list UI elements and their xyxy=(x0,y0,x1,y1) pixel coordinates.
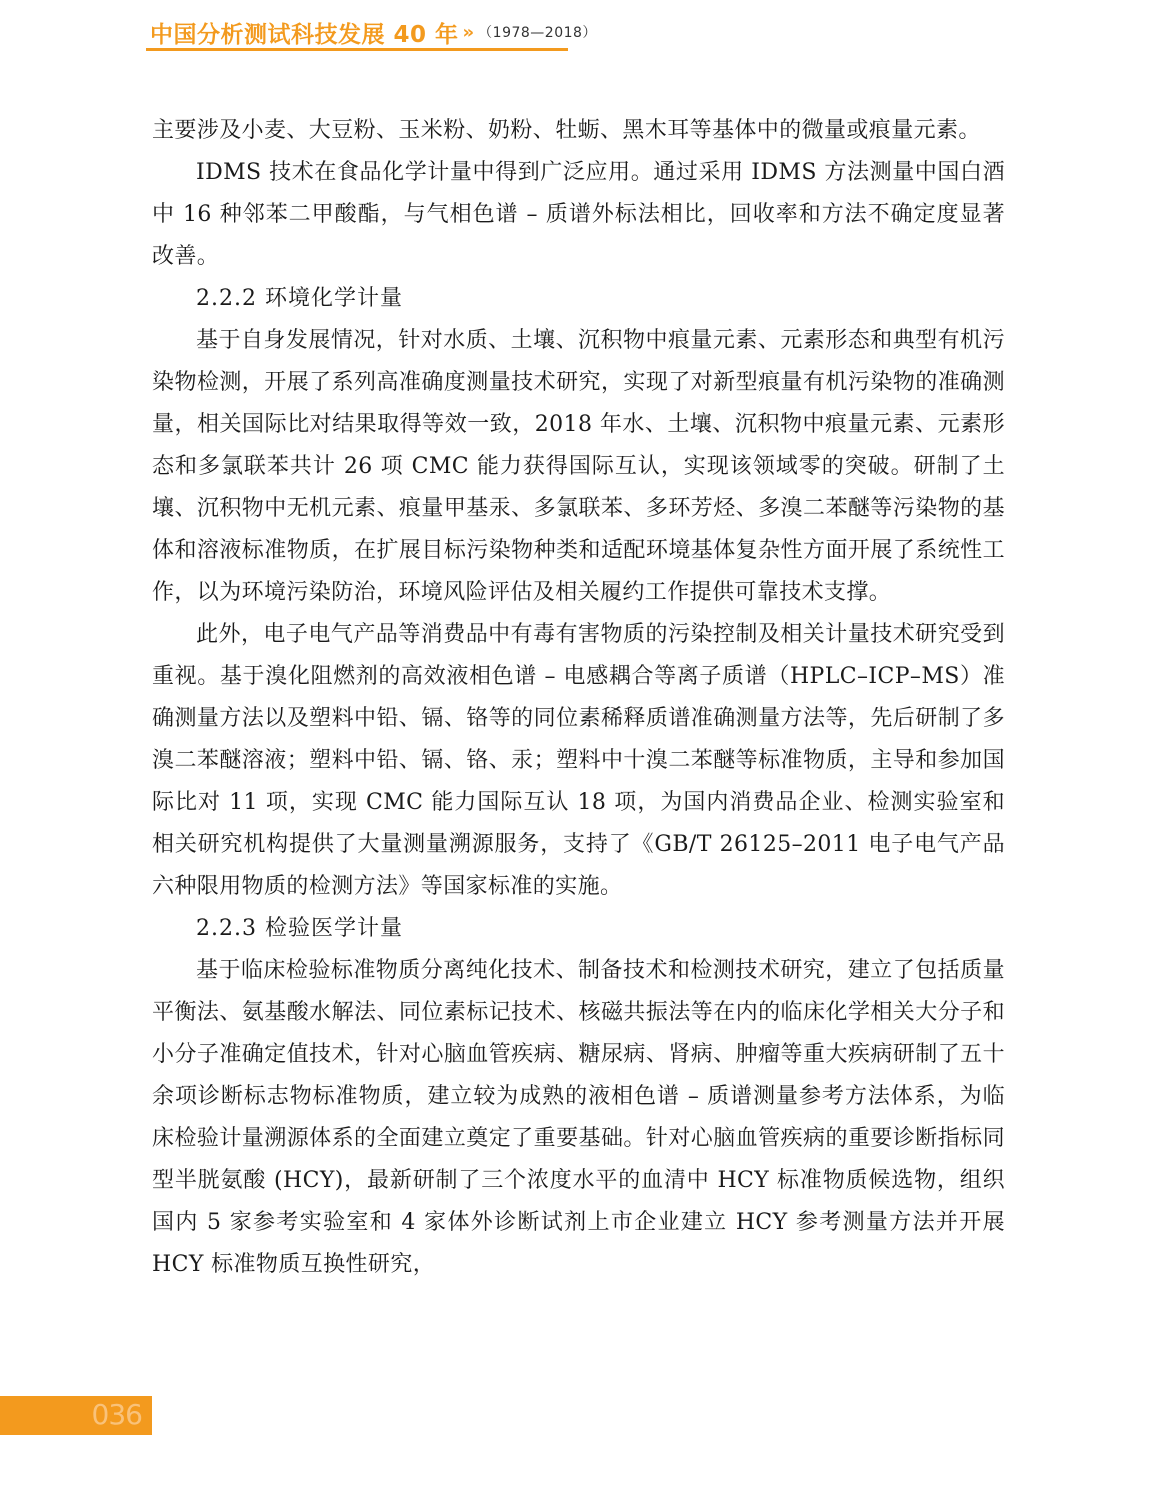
double-chevron-icon: » xyxy=(462,21,475,43)
section-heading-environment: 2.2.2 环境化学计量 xyxy=(196,286,403,311)
page-number: 036 xyxy=(91,1398,142,1431)
paragraph-clinical: 基于临床检验标准物质分离纯化技术、制备技术和检测技术研究，建立了包括质量平衡法、氨基酸水解法、同位素标记技术、核磁共振法等在内的临床化学相关大分子和小分子准确定值技术，针对心脑血管疾病、糖尿病、肾病、肿瘤等重大疾病研制了五十余项诊断标志物标准物质，建立较为成熟的液相色谱 – 质谱测量参考方法体系，为临床检验计量溯源体系的全面建立奠定了重要基础。针对心脑血管疾病的重要诊断指标同型半胱氨酸 (HCY)，最新研制了三个浓度水平的血清中 HCY 标准物质候选物，组织国内 5 家参考实验室和 4 家体外诊断试剂上市企业建立 HCY 参考测量方法并开展 HCY 标准物质互换性研究， xyxy=(152,958,1005,1277)
section-heading-medicine: 2.2.3 检验医学计量 xyxy=(196,916,403,941)
header-underline xyxy=(146,48,568,51)
book-title: 中国分析测试科技发展 40 年 xyxy=(150,21,459,48)
paragraph-environment: 基于自身发展情况，针对水质、土壤、沉积物中痕量元素、元素形态和典型有机污染物检测，开展了系列高准确度测量技术研究，实现了对新型痕量有机污染物的准确测量，相关国际比对结果取得等效一致，2018 年水、土壤、沉积物中痕量元素、元素形态和多氯联苯共计 26 项 CMC 能力获得国际互认，实现该领域零的突破。研制了土壤、沉积物中无机元素、痕量甲基汞、多氯联苯、多环芳烃、多溴二苯醚等污染物的基体和溶液标准物质，在扩展目标污染物种类和适配环境基体复杂性方面开展了系统性工作，以为环境污染防治，环境风险评估及相关履约工作提供可靠技术支撑。 xyxy=(152,328,1005,605)
page-number-badge xyxy=(0,1396,152,1435)
paragraph-consumer-products: 此外，电子电气产品等消费品中有毒有害物质的污染控制及相关计量技术研究受到重视。基于溴化阻燃剂的高效液相色谱 – 电感耦合等离子质谱（HPLC–ICP–MS）准确测量方法以及塑料中铅、镉、铬等的同位素稀释质谱准确测量方法等，先后研制了多溴二苯醚溶液；塑料中铅、镉、铬、汞；塑料中十溴二苯醚等标准物质，主导和参加国际比对 11 项，实现 CMC 能力国际互认 18 项，为国内消费品企业、检测实验室和相关研究机构提供了大量测量溯源服务，支持了《GB/T 26125–2011 电子电气产品六种限用物质的检测方法》等国家标准的实施。 xyxy=(152,622,1005,899)
running-header xyxy=(150,14,597,50)
page-body xyxy=(152,110,1005,1286)
paragraph-continuation: 主要涉及小麦、大豆粉、玉米粉、奶粉、牡蛎、黑木耳等基体中的微量或痕量元素。 xyxy=(152,118,981,143)
year-range: （1978—2018） xyxy=(478,25,597,41)
paragraph-idms: IDMS 技术在食品化学计量中得到广泛应用。通过采用 IDMS 方法测量中国白酒中 16 种邻苯二甲酸酯，与气相色谱 – 质谱外标法相比，回收率和方法不确定度显著改善。 xyxy=(152,160,1005,269)
